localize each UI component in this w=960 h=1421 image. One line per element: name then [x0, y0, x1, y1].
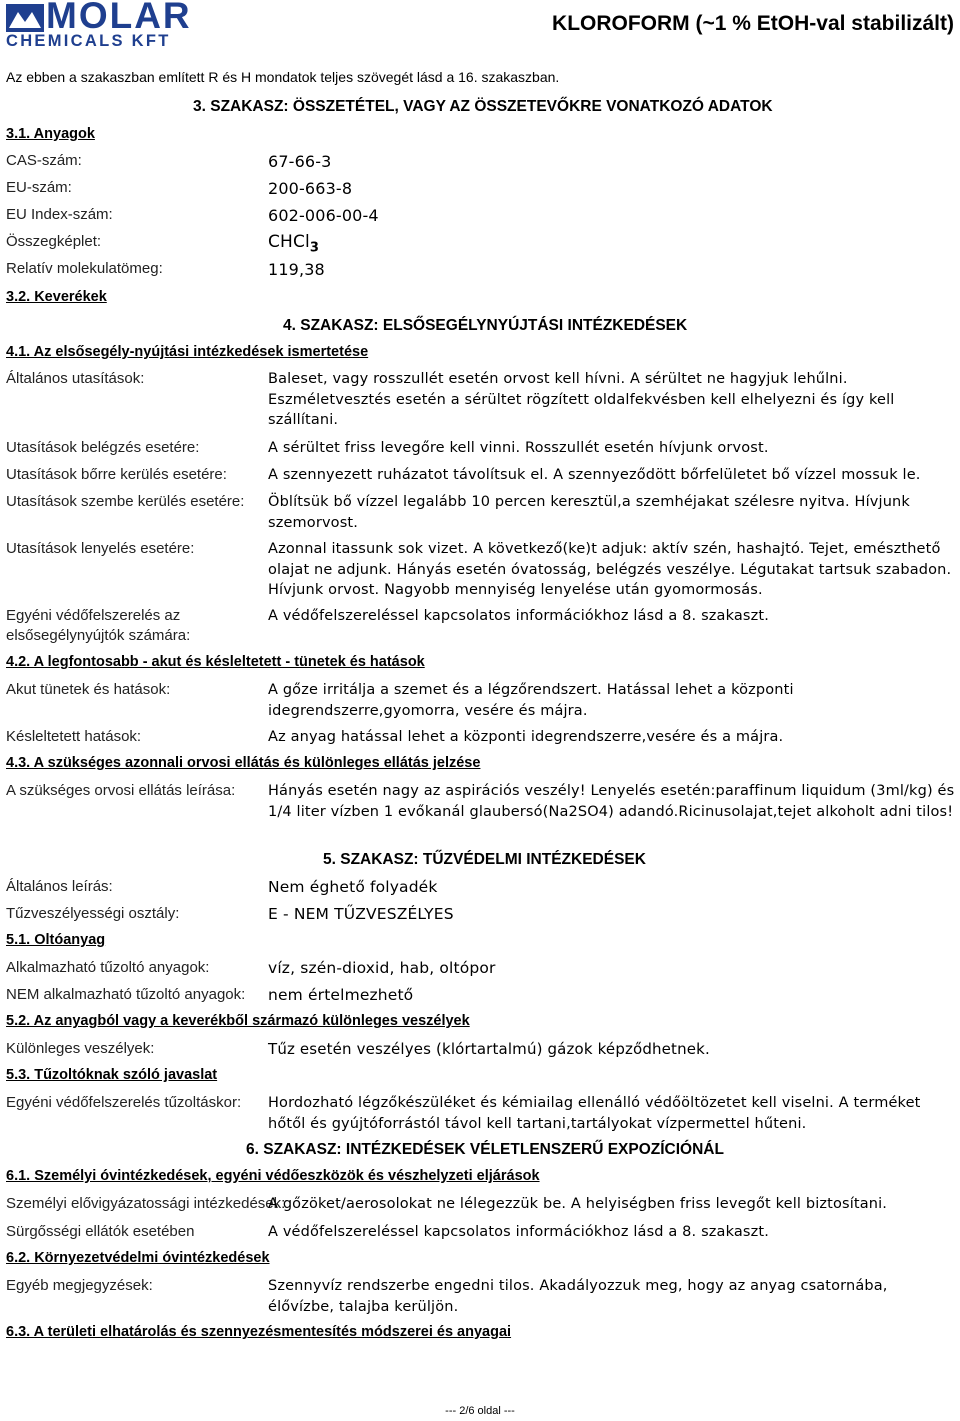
subsection-6-3: 6.3. A területi elhatárolás és szennyezésmentesítés módszerei és anyagai — [6, 1324, 512, 1340]
molecular-weight-value: 119,38 — [268, 260, 325, 279]
cas-label: CAS-szám: — [6, 152, 82, 169]
fire-general-value: Nem éghető folyadék — [268, 878, 438, 896]
page-number: --- 2/6 oldal --- — [445, 1405, 515, 1417]
skin-contact-label: Utasítások bőrre kerülés esetére: — [6, 466, 227, 483]
subsection-3-2: 3.2. Keverékek — [6, 289, 107, 305]
eu-number-value: 200-663-8 — [268, 179, 353, 198]
special-hazards-value: Tűz esetén veszélyes (klórtartalmú) gázok képződhetnek. — [268, 1040, 710, 1058]
eye-contact-label: Utasítások szembe kerülés esetére: — [6, 493, 245, 510]
emergency-responders-label: Sürgősségi ellátók esetében — [6, 1223, 195, 1240]
subsection-5-3: 5.3. Tűzoltóknak szóló javaslat — [6, 1067, 218, 1083]
acute-symptoms-value: A gőze irritálja a szemet és a légzőrendszert. Hatással lehet a központi idegrendszerre,gyomorra, vesére és májra. — [268, 682, 794, 719]
general-instructions-value: Baleset, vagy rosszullét esetén orvost kell hívni. A sérültet ne hagyjuk lehűlni. Eszméletvesztés esetén a sérültet rögzített oldalfekvésben kell elhelyezni és így kell szállítani. — [268, 371, 895, 428]
cas-value: 67-66-3 — [268, 152, 332, 171]
subsection-4-3: 4.3. A szükséges azonnali orvosi ellátás és különleges ellátás jelzése — [6, 755, 481, 771]
acute-symptoms-label: Akut tünetek és hatások: — [6, 681, 171, 698]
section-5-title: 5. SZAKASZ: TŰZVÉDELMI INTÉZKEDÉSEK — [323, 851, 646, 868]
first-aider-ppe-label-2: elsősegélynyújtók számára: — [6, 627, 191, 644]
eye-contact-value: Öblítsük bő vízzel legalább 10 percen keresztül,a szemhéjakat szélesre nyitva. Hívjunk szemorvost. — [268, 494, 910, 531]
inhalation-label: Utasítások belégzés esetére: — [6, 439, 200, 456]
suitable-media-value: víz, szén-dioxid, hab, oltópor — [268, 959, 496, 977]
section-6-title: 6. SZAKASZ: INTÉZKEDÉSEK VÉLETLENSZERŰ EXPOZÍCIÓNÁL — [246, 1141, 724, 1158]
delayed-effects-value: Az anyag hatással lehet a központi idegrendszerre,vesére és a májra. — [268, 729, 784, 745]
first-aider-ppe-label-1: Egyéni védőfelszerelés az — [6, 607, 181, 624]
document-title: KLOROFORM (~1 % EtOH-val stabilizált) — [552, 12, 954, 35]
eu-number-label: EU-szám: — [6, 179, 72, 196]
personal-precautions-label: Személyi elővigyázatossági intézkedések: — [6, 1195, 286, 1212]
firefighter-ppe-label: Egyéni védőfelszerelés tűzoltáskor: — [6, 1094, 242, 1111]
medical-care-value: Hányás esetén nagy az aspirációs veszély! Lenyelés esetén:paraffinum liquidum (3ml/kg) és 1/4 liter vízben 1 evőkanál glaubersó(Na2SO4) adandó.Ricinusolajat,tejet alkoholt adni tilos! — [268, 783, 955, 820]
unsuitable-media-value: nem értelmezhető — [268, 986, 414, 1004]
fire-general-label: Általános leírás: — [6, 878, 113, 895]
formula-main: CHCl — [268, 232, 310, 252]
medical-care-label: A szükséges orvosi ellátás leírása: — [6, 782, 236, 799]
subsection-6-2: 6.2. Környezetvédelmi óvintézkedések — [6, 1250, 270, 1266]
subsection-5-2: 5.2. Az anyagból vagy a keverékből származó különleges veszélyek — [6, 1013, 470, 1029]
fire-class-label: Tűzveszélyességi osztály: — [6, 905, 180, 922]
suitable-media-label: Alkalmazható tűzoltó anyagok: — [6, 959, 210, 976]
eu-index-value: 602-006-00-4 — [268, 206, 379, 225]
formula-subscript: 3 — [309, 240, 320, 256]
ingestion-value: Azonnal itassunk sok vizet. A következő(ke)t adjuk: aktív szén, hashajtó. Tejet, emészthető olajat ne adjunk. Hányás esetén óvatosság, belégzés veszélye. Légutakat tartsuk szabadon. Hívjunk orvost. Nagyobb mennyiség lenyelése után gyomormosás. — [268, 541, 952, 598]
section-3-title: 3. SZAKASZ: ÖSSZETÉTEL, VAGY AZ ÖSSZETEVŐKRE VONATKOZÓ ADATOK — [193, 98, 773, 115]
molecular-weight-label: Relatív molekulatömeg: — [6, 260, 163, 277]
unsuitable-media-label: NEM alkalmazható tűzoltó anyagok: — [6, 986, 246, 1003]
section-4-title: 4. SZAKASZ: ELSŐSEGÉLYNYÚJTÁSI INTÉZKEDÉSEK — [283, 317, 688, 334]
subsection-3-1: 3.1. Anyagok — [6, 126, 95, 142]
eu-index-label: EU Index-szám: — [6, 206, 113, 223]
logo-text-chemicals: CHEMICALS KFT — [6, 32, 171, 50]
personal-precautions-value: A gőzöket/aerosolokat ne lélegezzük be. A helyiségben friss levegőt kell biztosítani. — [268, 1196, 888, 1212]
ingestion-label: Utasítások lenyelés esetére: — [6, 540, 195, 557]
skin-contact-value: A szennyezett ruházatot távolítsuk el. A szennyeződött bőrfelületet bő vízzel mossuk le. — [268, 467, 921, 483]
special-hazards-label: Különleges veszélyek: — [6, 1040, 155, 1057]
delayed-effects-label: Késleltetett hatások: — [6, 728, 142, 745]
firefighter-ppe-value: Hordozható légzőkészüléket és kémiailag ellenálló védőöltözetet kell viselni. A terméket hőtől és gyújtóforrástól távol kell tartani,tartályokat vízpermettel hűteni. — [268, 1095, 921, 1132]
emergency-responders-value: A védőfelszereléssel kapcsolatos információkhoz lásd a 8. szakaszt. — [268, 1224, 769, 1240]
subsection-4-1: 4.1. Az elsősegély-nyújtási intézkedések ismertetése — [6, 344, 369, 360]
subsection-5-1: 5.1. Oltóanyag — [6, 932, 106, 948]
first-aider-ppe-value: A védőfelszereléssel kapcsolatos információkhoz lásd a 8. szakaszt. — [268, 608, 769, 624]
inhalation-value: A sérültet friss levegőre kell vinni. Rosszullét esetén hívjunk orvost. — [268, 440, 769, 456]
general-instructions-label: Általános utasítások: — [6, 370, 145, 387]
fire-class-value: E - NEM TŰZVESZÉLYES — [268, 905, 454, 923]
other-remarks-label: Egyéb megjegyzések: — [6, 1277, 153, 1294]
molar-logo-icon — [6, 4, 44, 32]
formula-label: Összegképlet: — [6, 233, 102, 250]
logo — [6, 0, 228, 50]
other-remarks-value: Szennyvíz rendszerbe engedni tilos. Akadályozzuk meg, hogy az anyag csatornába, élővízbe, talajba kerüljön. — [268, 1278, 888, 1315]
r-h-phrases-note: Az ebben a szakaszban említett R és H mondatok teljes szövegét lásd a 16. szakaszban. — [6, 69, 560, 85]
formula-value — [268, 232, 319, 259]
logo-text-molar: MOLAR — [46, 0, 192, 36]
subsection-4-2: 4.2. A legfontosabb - akut és késleltetett - tünetek és hatások — [6, 654, 425, 670]
subsection-6-1: 6.1. Személyi óvintézkedések, egyéni védőeszközök és vészhelyzeti eljárások — [6, 1168, 540, 1184]
